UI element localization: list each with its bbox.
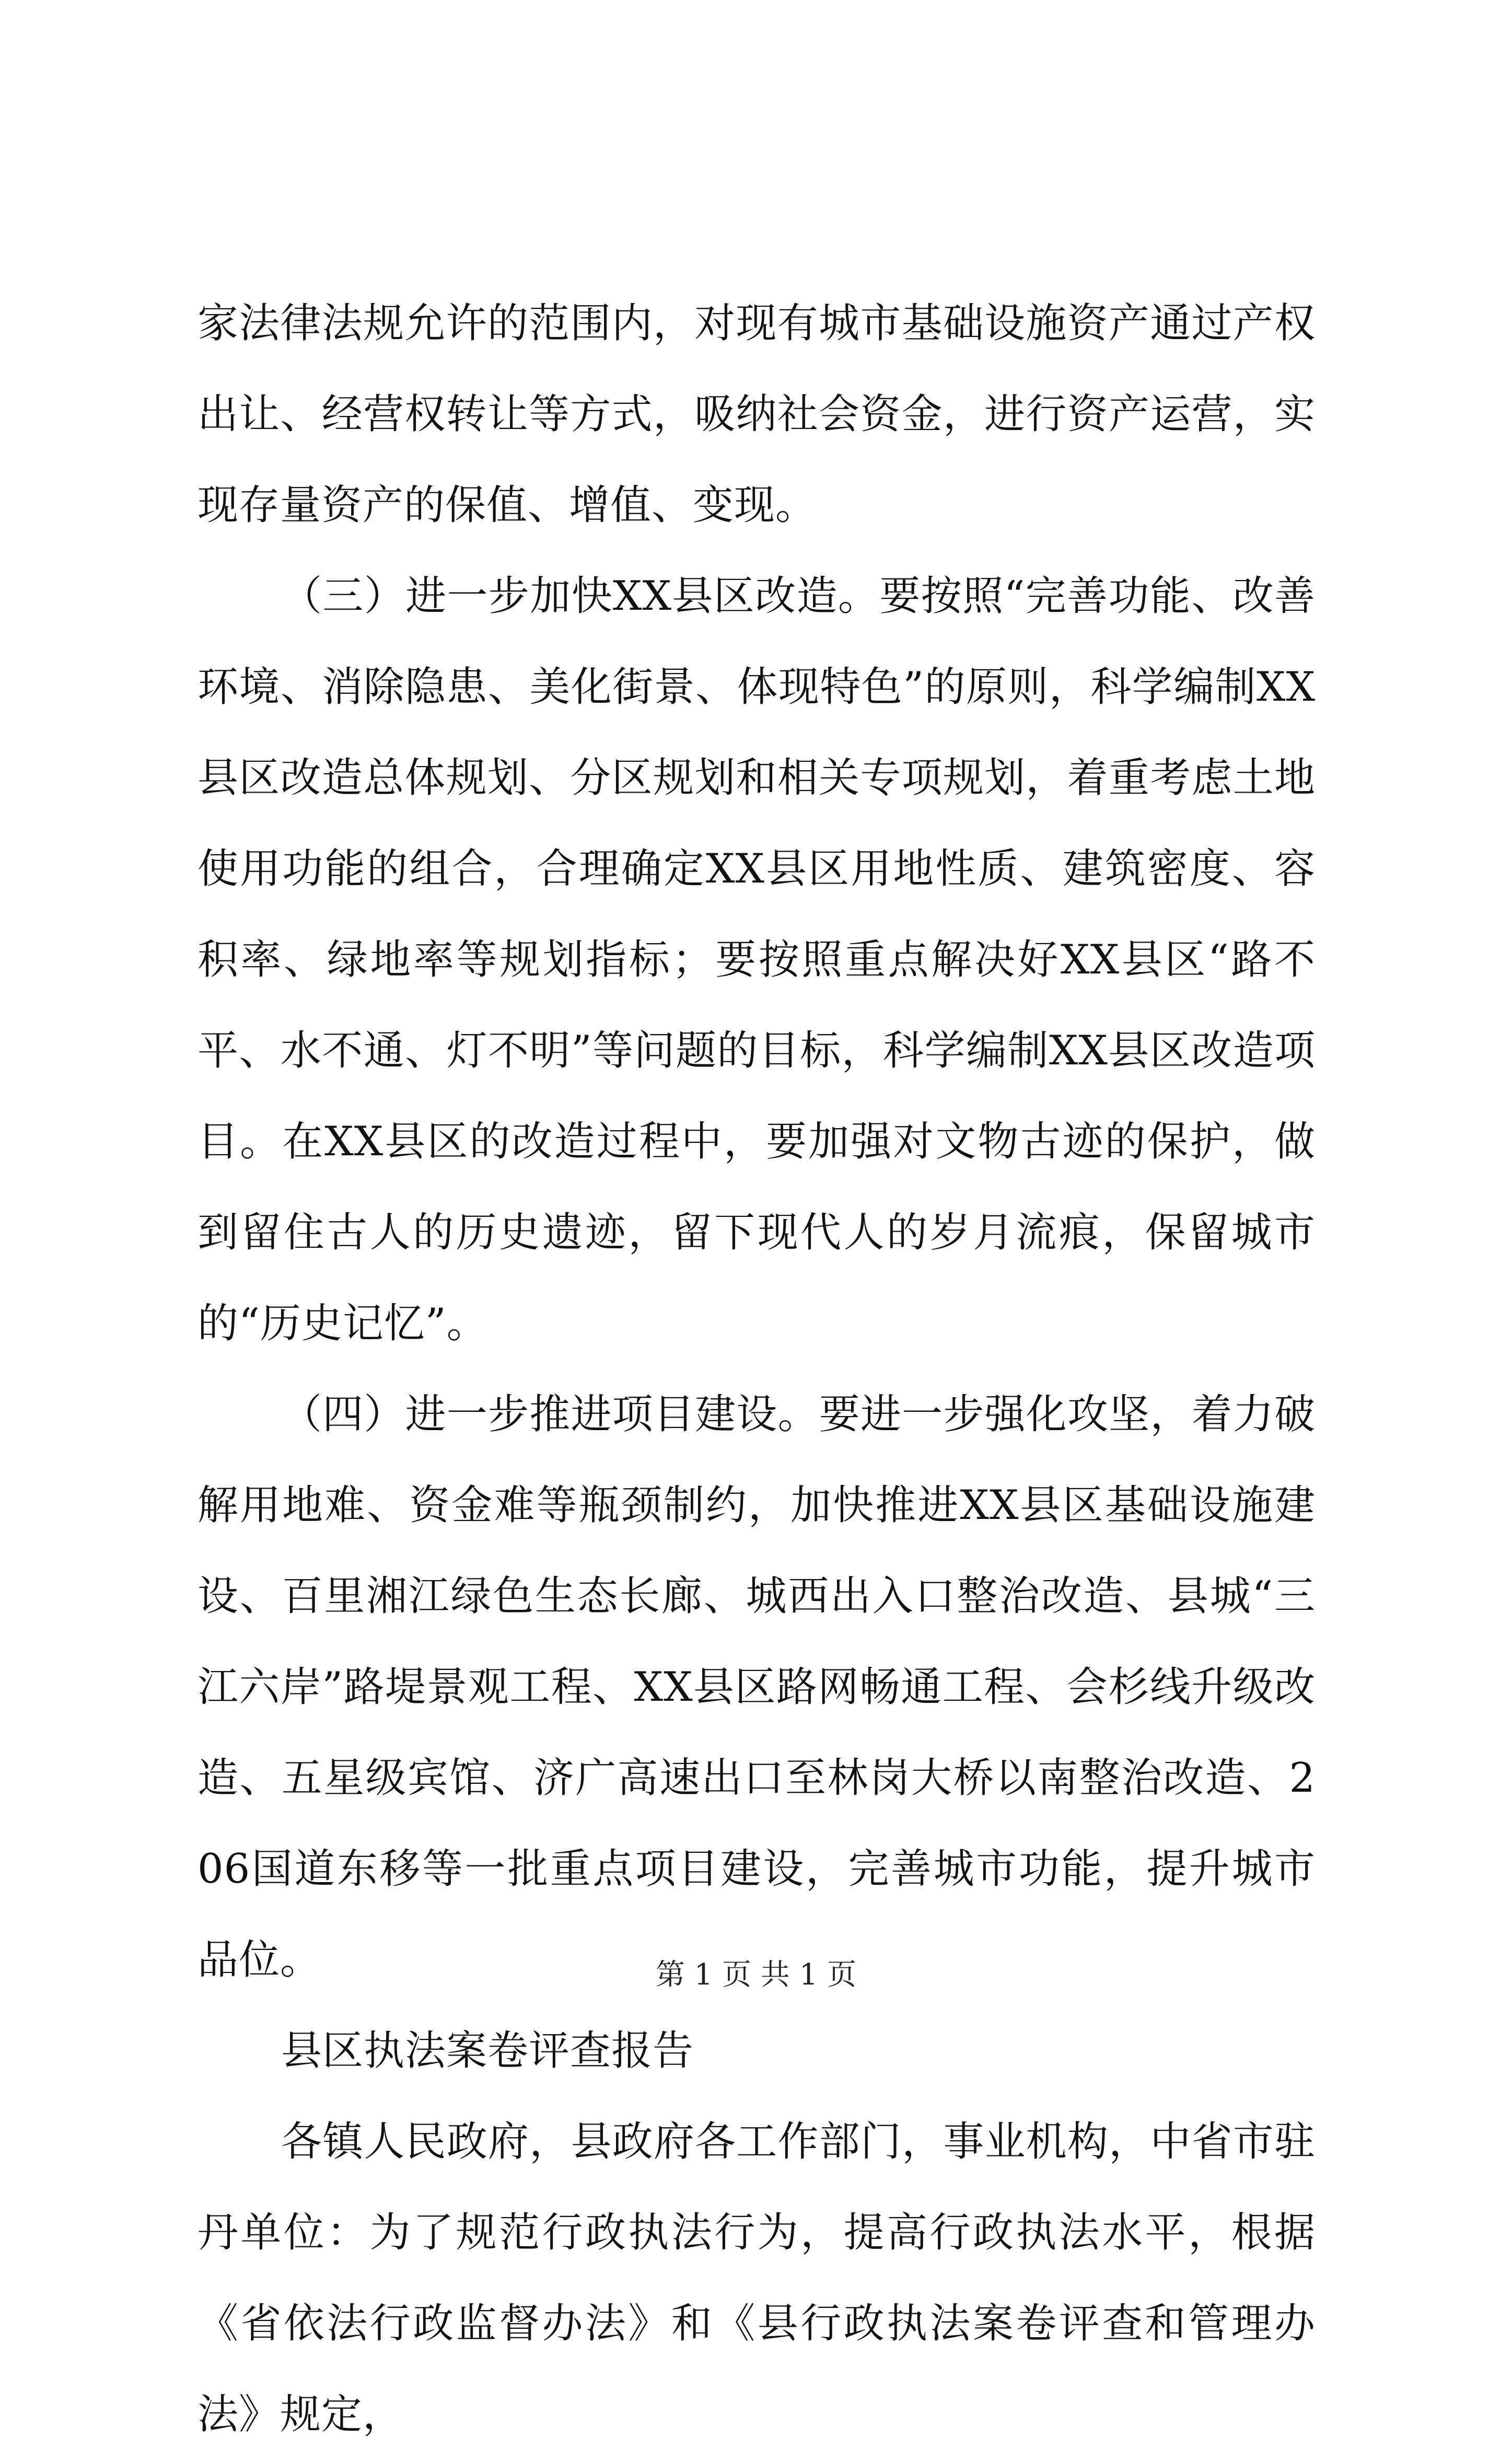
document-body	[197, 278, 1316, 2460]
report-heading: 县区执法案卷评查报告	[281, 2027, 694, 2074]
paragraph-section-3: （三）进一步加快XX县区改造。要按照“完善功能、改善环境、消除隐患、美化街景、体现特色”的原则，科学编制XX县区改造总体规划、分区规划和相关专项规划，着重考虑土地使用功能的组合，合理确定XX县区用地性质、建筑密度、容积率、绿地率等规划指标；要按照重点解决好XX县区“路不平、水不通、灯不明”等问题的目标，科学编制XX县区改造项目。在XX县区的改造过程中，要加强对文物古迹的保护，做到留住古人的历史遗迹，留下现代人的岁月流痕，保留城市的“历史记忆”。	[197, 573, 1316, 1347]
paragraph-report-intro: 各镇人民政府，县政府各工作部门，事业机构，中省市驻丹单位：为了规范行政执法行为，提高行政执法水平，根据《省依法行政监督办法》和《县行政执法案卷评查和管理办法》规定，	[197, 2118, 1316, 2438]
paragraph-continuation: 家法律法规允许的范围内，对现有城市基础设施资产通过产权出让、经营权转让等方式，吸纳社会资金，进行资产运营，实现存量资产的保值、增值、变现。	[197, 300, 1316, 529]
page-footer: 第 1 页 共 1 页	[655, 1958, 857, 1992]
paragraph-section-4: （四）进一步推进项目建设。要进一步强化攻坚，着力破解用地难、资金难等瓶颈制约，加快推进XX县区基础设施建设、百里湘江绿色生态长廊、城西出入口整治改造、县城“三江六岸”路堤景观工程、XX县区路网畅通工程、会杉线升级改造、五星级宾馆、济广高速出口至林岗大桥以南整治改造、206国道东移等一批重点项目建设，完善城市功能，提升城市品位。	[197, 1391, 1316, 1983]
